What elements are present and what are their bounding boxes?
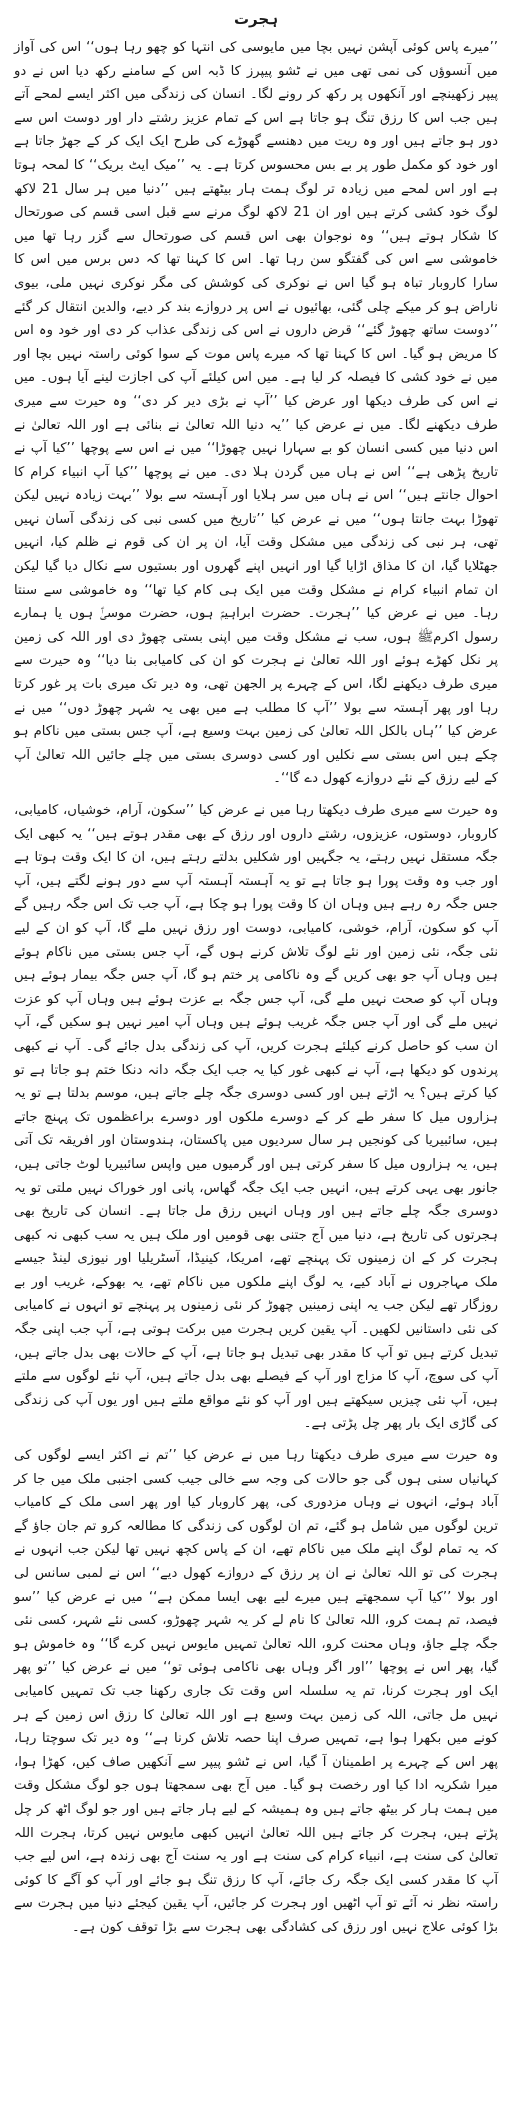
article-paragraph-3: وہ حیرت سے میری طرف دیکھتا رہا میں نے عرض کیا ’’تم نے اکثر ایسے لوگوں کی کہانیاں سنی ہوں گی جو حالات کی وجہ سے خالی جیب کسی اجنبی ملک میں جا کر آباد ہوئے، انہوں نے وہاں مزدوری کی، پھر کاروبار کیا اور پھر اسی ملک کے کامیاب ترین لوگوں میں شامل ہو گئے، تم ان لوگوں کی زندگی کا مطالعہ کرو تم جان جاؤ گے کہ یہ تمام لوگ اپنے ملک میں ناکام تھے، ان کے پاس کچھ نہیں تھا لیکن جب انہوں نے ہجرت کی تو اللہ تعالیٰ نے ان پر رزق کے دروازے کھول دیے‘‘ اس نے لمبی سانس لی اور بولا ’’کیا آپ سمجھتے ہیں میرے لیے بھی ایسا ممکن ہے‘‘ میں نے عرض کیا ’’سو فیصد، تم ہمت کرو، اللہ تعالیٰ کا نام لے کر یہ شہر چھوڑو، کسی نئے شہر، کسی نئی جگہ چلے جاؤ، وہاں محنت کرو، اللہ تعالیٰ تمہیں مایوس نہیں کرے گا‘‘ وہ خاموش ہو گیا، پھر اس نے پوچھا ’’اور اگر وہاں بھی ناکامی ہوئی تو‘‘ میں نے عرض کیا ’’تو پھر ایک اور ہجرت کرنا، تم یہ سلسلہ اس وقت تک جاری رکھنا جب تک تمہیں کامیابی نہیں مل جاتی، اللہ کی زمین بہت وسیع ہے اور اللہ تعالیٰ کا رزق اس زمین کے ہر کونے میں بکھرا ہوا ہے، تمہیں صرف اپنا حصہ تلاش کرنا ہے‘‘ وہ دیر تک سوچتا رہا، پھر اس کے چہرے پر اطمینان آ گیا، اس نے ٹشو پیپر سے آنکھیں صاف کیں، کھڑا ہوا، میرا شکریہ ادا کیا اور رخصت ہو گیا۔ میں آج بھی سمجھتا ہوں جو لوگ مشکل وقت میں ہمت ہار کر بیٹھ جاتے ہیں وہ ہمیشہ کے لیے ہار جاتے ہیں اور جو لوگ اٹھ کر چل پڑتے ہیں، ہجرت کر جاتے ہیں اللہ تعالیٰ انہیں کبھی مایوس نہیں کرتا، ہجرت اللہ تعالیٰ کی سنت ہے، انبیاء کرام کی سنت ہے اور یہ سنت آج بھی زندہ ہے، اس لیے جب آپ کا مقدر کسی ایک جگہ رک جائے، آپ کا رزق تنگ ہو جائے اور آپ کو آگے کا کوئی راستہ نظر نہ آئے تو آپ اٹھیں اور ہجرت کر جائیں، آپ یقین کیجئے دنیا میں ہجرت سے بڑا کوئی علاج نہیں اور رزق کی کشادگی بھی ہجرت سے بڑا توقف کون ہے۔ [14, 1448, 498, 1935]
article-paragraph-1: ’’میرے پاس کوئی آپشن نہیں بچا میں مایوسی کی انتہا کو چھو رہا ہوں‘‘ اس کی آواز میں آنسوؤں کی نمی تھی میں نے ٹشو پیپرز کا ڈبہ اس کے سامنے رکھ دیا اس نے دو پیپر زکھینچے اور آنکھوں پر رکھ کر رونے لگا۔ انسان کی زندگی میں اکثر ایسے لمحے آتے ہیں جب اس کا رزق تنگ ہو جاتا ہے اس کے تمام عزیز رشتے دار اور دوست اس سے دور ہو جاتے ہیں اور وہ ریت میں دھنسے گھوڑے کی طرح ایک ایک کر کے جھڑ جاتا ہے اور خود کو مکمل طور پر بے بس محسوس کرتا ہے۔ یہ ’’میک ایٹ بریک‘‘ کا لمحہ ہوتا ہے اور اس لمحے میں زیادہ تر لوگ ہمت ہار بیٹھتے ہیں ’’دنیا میں ہر سال 21 لاکھ لوگ خود کشی کرتے ہیں اور ان 21 لاکھ لوگ مرنے سے قبل اسی قسم کی صورتحال کا شکار ہوتے ہیں‘‘ وہ نوجوان بھی اس قسم کی صورتحال سے گزر رہا تھا میں خاموشی سے اس کی گفتگو سن رہا تھا۔ اس کا کہنا تھا کہ دس برس میں اس کا سارا کاروبار تباہ ہو گیا اس نے نوکری کی کوشش کی مگر نوکری نہیں ملی، بیوی ناراض ہو کر میکے چلی گئی، بھائیوں نے اس پر دروازے بند کر دیے، والدین انتقال کر گئے ’’دوست ساتھ چھوڑ گئے‘‘ قرض داروں نے اس کی زندگی عذاب کر دی اور خود وہ اس کا مریض ہو گیا۔ اس کا کہنا تھا کہ میرے پاس موت کے سوا کوئی راستہ نہیں بچا اور میں نے خود کشی کا فیصلہ کر لیا ہے۔ میں اس کیلئے آپ کی اجازت لینے آیا ہوں۔ میں نے اس کی طرف دیکھا اور عرض کیا ’’آپ نے بڑی دیر کر دی‘‘ وہ حیرت سے میری طرف دیکھنے لگا۔ میں نے عرض کیا ’’یہ دنیا اللہ تعالیٰ نے بنائی ہے اور اللہ تعالیٰ نے اس دنیا میں کسی انسان کو بے سہارا نہیں چھوڑا‘‘ میں نے اس سے پوچھا ’’کیا آپ نے تاریخ پڑھی ہے‘‘ اس نے ہاں میں گردن ہلا دی۔ میں نے پوچھا ’’کیا آپ انبیاء کرام کا احوال جانتے ہیں‘‘ اس نے ہاں میں سر ہلایا اور آہستہ سے بولا ’’بہت زیادہ نہیں لیکن تھوڑا بہت جانتا ہوں‘‘ میں نے عرض کیا ’’تاریخ میں کسی نبی کی زندگی آسان نہیں تھی، ہر نبی کی زندگی میں مشکل وقت آیا، ان پر ان کی قوم نے ظلم کیا، انہیں جھٹلایا گیا، ان کا مذاق اڑایا گیا اور انہیں اپنے گھروں اور بستیوں سے نکال دیا گیا لیکن ان تمام انبیاء کرام نے مشکل وقت میں ایک ہی کام کیا تھا‘‘ وہ خاموشی سے سنتا رہا۔ میں نے عرض کیا ’’ہجرت۔ حضرت ابراہیمؑ ہوں، حضرت موسیٰؑ ہوں یا ہمارے رسول اکرمﷺ ہوں، سب نے مشکل وقت میں اپنی بستی چھوڑ دی اور اللہ کی زمین پر نکل کھڑے ہوئے اور اللہ تعالیٰ نے ہجرت کو ان کی کامیابی بنا دیا‘‘ وہ حیرت سے میری طرف دیکھنے لگا، اس کے چہرے پر الجھن تھی، وہ دیر تک میری بات پر غور کرتا رہا اور پھر آہستہ سے بولا ’’آپ کا مطلب ہے میں بھی یہ شہر چھوڑ دوں‘‘ میں نے عرض کیا ’’ہاں بالکل اللہ تعالیٰ کی زمین بہت وسیع ہے، آپ جس بستی میں ناکام ہو چکے ہیں اس بستی سے نکلیں اور کسی دوسری بستی میں چلے جائیں اللہ تعالیٰ آپ کے لیے رزق کے نئے دروازے کھول دے گا‘‘۔ [14, 40, 499, 787]
article-paragraph-2: وہ حیرت سے میری طرف دیکھتا رہا میں نے عرض کیا ’’سکون، آرام، خوشیاں، کامیابی، کاروبار، دوستوں، عزیزوں، رشتے داروں اور رزق کے بھی مقدر ہوتے ہیں‘‘ یہ کبھی ایک جگہ مستقل نہیں رہتے، یہ جگہیں اور شکلیں بدلتے رہتے ہیں، ان کا ایک وقت ہوتا ہے اور جب وہ وقت پورا ہو جاتا ہے تو یہ آہستہ آہستہ آپ سے دور ہونے لگتے ہیں، آپ جس جگہ رہ رہے ہیں وہاں ان کا وقت پورا ہو چکا ہے، آپ جب تک اس جگہ رہیں گے آپ کو سکون، آرام، خوشی، کامیابی، دوست اور رزق نہیں ملے گا، آپ کو ان کے لیے نئی جگہ، نئی زمین اور نئے لوگ تلاش کرنے ہوں گے، آپ جس بستی میں ناکام ہوئے ہیں وہاں آپ جو بھی کریں گے وہ ناکامی پر ختم ہو گا، آپ جس جگہ بیمار ہوئے ہیں وہاں آپ کو صحت نہیں ملے گی، آپ جس جگہ بے عزت ہوئے ہیں وہاں آپ کو عزت نہیں ملے گی اور آپ جس جگہ غریب ہوئے ہیں وہاں آپ امیر نہیں ہو سکیں گے، آپ ان سب کو حاصل کرنے کیلئے ہجرت کریں، آپ کی زندگی بدل جائے گی۔ آپ نے کبھی پرندوں کو دیکھا ہے، آپ نے کبھی غور کیا یہ جب ایک جگہ دانہ دنکا ختم ہو جاتا ہے تو کیا کرتے ہیں؟ یہ اڑتے ہیں اور کسی دوسری جگہ چلے جاتے ہیں، موسم بدلتا ہے تو یہ ہزاروں میل کا سفر طے کر کے دوسرے ملکوں اور دوسرے براعظموں تک پہنچ جاتے ہیں، سائبیریا کی کونجیں ہر سال سردیوں میں پاکستان، ہندوستان اور افریقہ تک آتی ہیں، یہ ہزاروں میل کا سفر کرتی ہیں اور گرمیوں میں واپس سائبیریا لوٹ جاتی ہیں، جانور بھی یہی کرتے ہیں، انہیں جب ایک جگہ گھاس، پانی اور خوراک نہیں ملتی تو یہ دوسری جگہ چلے جاتے ہیں اور وہاں انہیں رزق مل جاتا ہے۔ انسان کی تاریخ بھی ہجرتوں کی تاریخ ہے، دنیا میں آج جتنی بھی قومیں اور ملک ہیں یہ سب کبھی نہ کبھی ہجرت کر کے ان زمینوں تک پہنچے تھے، امریکا، کینیڈا، آسٹریلیا اور نیوزی لینڈ جیسے ملک مہاجروں نے آباد کیے، یہ لوگ اپنے ملکوں میں ناکام تھے، یہ بھوکے، غریب اور بے روزگار تھے لیکن جب یہ اپنی زمینیں چھوڑ کر نئی زمینوں پر پہنچے تو انہوں نے کامیابی کی نئی داستانیں لکھیں۔ آپ یقین کریں ہجرت میں برکت ہوتی ہے، آپ جب اپنی جگہ تبدیل کرتے ہیں تو آپ کا مقدر بھی تبدیل ہو جاتا ہے، آپ کے حالات بھی بدل جاتے ہیں، آپ کی سوچ، آپ کا مزاج اور آپ کے فیصلے بھی بدل جاتے ہیں، آپ نئے لوگوں سے ملتے ہیں، آپ نئی چیزیں سیکھتے ہیں اور آپ کو نئے مواقع ملتے ہیں اور یوں آپ کی زندگی کی گاڑی ایک بار پھر چل پڑتی ہے۔ [14, 803, 498, 1432]
article-body [14, 36, 498, 1940]
article-title: ہجرت [233, 10, 278, 28]
